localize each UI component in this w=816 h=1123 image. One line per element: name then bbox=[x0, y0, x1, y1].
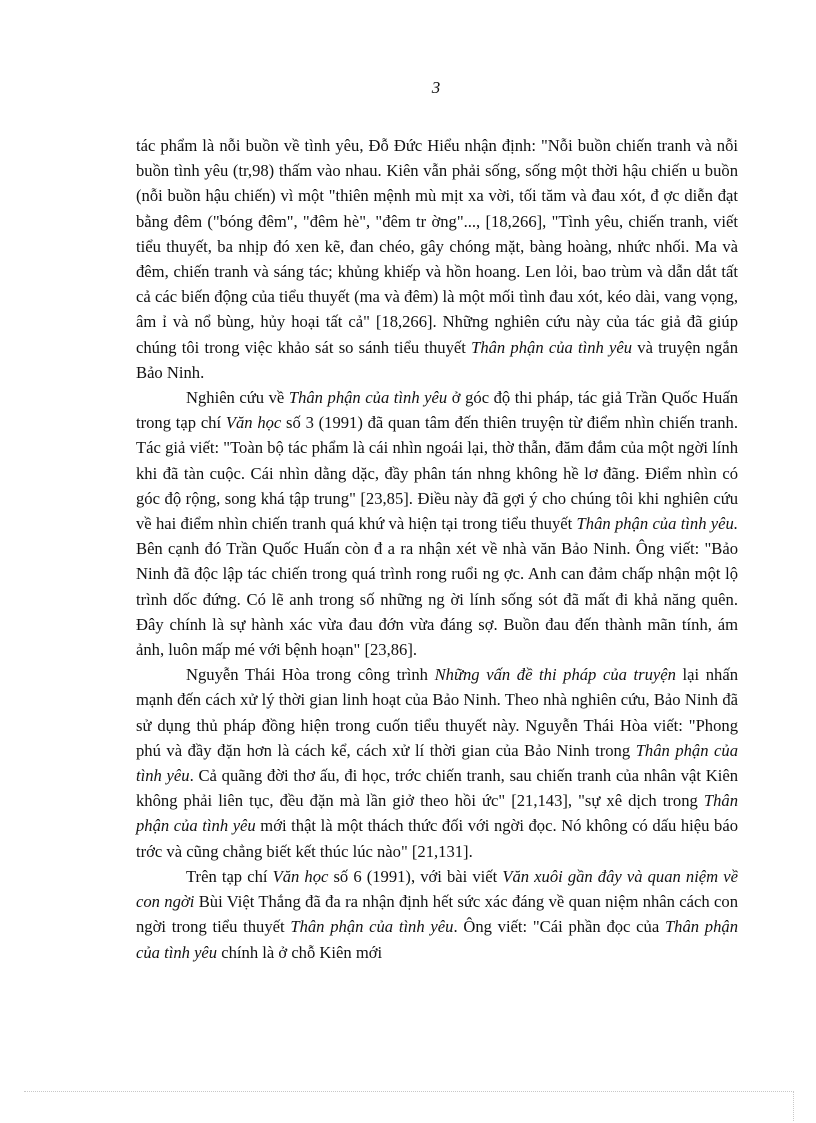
paragraph-text: . Cả quãng đời thơ ấu, đi học, trớc chiến tranh, sau chiến tranh của nhân vật Kiên không phải liên tục, đều đặn mà lần giở theo hồi ức" [21,143], "sự xê dịch trong bbox=[136, 766, 738, 811]
italic-title-text: Những vấn đề thi pháp của truyện bbox=[434, 665, 676, 685]
paragraph-2 bbox=[136, 385, 738, 662]
bottom-divider bbox=[24, 1091, 794, 1092]
italic-title-text: Thân phận của tình yêu bbox=[136, 917, 738, 962]
paragraph-text: Bùi Việt Thắng đã đa ra nhận định hết sức xác đáng về quan niệm nhân cách con ngời trong tiểu thuyết bbox=[136, 892, 739, 937]
italic-title-text: Văn học bbox=[225, 413, 282, 433]
paragraph-4 bbox=[136, 864, 738, 965]
italic-title-text: Thân phận của tình yêu bbox=[136, 791, 738, 836]
italic-title-text: Thân phận của tình yêu bbox=[290, 917, 454, 937]
italic-title-text: Thân phận của tình yêu. bbox=[576, 514, 738, 534]
paragraph-text: số 6 (1991), với bài viết bbox=[328, 866, 503, 886]
paragraph-text: số 3 (1991) đã quan tâm đến thiên truyện từ điểm nhìn chiến tranh. Tác giả viết: "Toàn bộ tác phẩm là cái nhìn ngoái lại, thờ thẫn, đăm đắm của một ngời lính khi đã tàn cuộc. Cái nhìn dằng dặc, đầy phân tán nhng không hề lơ đãng. Điểm nhìn có góc độ rộng, song khá tập trung" [23,85]. Điều này đã gợi ý cho chúng tôi khi nghiên cứu về hai điểm nhìn chiến tranh quá khứ và hiện tại trong tiểu thuyết bbox=[136, 413, 738, 534]
paragraph-text: ở góc độ thi pháp, tác giả Trần Quốc Huấn trong tạp chí bbox=[136, 388, 739, 433]
paragraph-text: lại nhấn mạnh đến cách xử lý thời gian linh hoạt của Bảo Ninh. Theo nhà nghiên cứu, Bảo Ninh đã sử dụng thủ pháp đồng hiện trong cuốn tiểu thuyết này. Nguyễn Thái Hòa viết: "Phong phú và đầy đặn hơn là cách kể, cách xử lí thời gian của Bảo Ninh trong bbox=[136, 665, 738, 760]
italic-title-text: Văn xuôi gần đây và quan niệm về con ngời bbox=[136, 866, 738, 912]
paragraph-text: chính là ở chỗ Kiên mới bbox=[217, 942, 383, 962]
paragraph-text: tác phẩm là nỗi buồn về tình yêu, Đỗ Đức Hiểu nhận định: "Nỗi buồn chiến tranh và nỗi buồn tình yêu (tr,98) thấm vào nhau. Kiên vẫn phải sống, sống một thời hậu chiến u buồn (nỗi buồn hậu chiến) vì một "thiên mệnh mù mịt xa vời, tối tăm và đau xót, đ ợc diễn đạt bằng đêm ("bóng đêm", "đêm hè", "đêm tr ờng"..., [18,266], "Tình yêu, chiến tranh, viết tiểu thuyết, ba nhịp đó xen kẽ, đan chéo, gây chóng mặt, bàng hoàng, nhức nhối. Ma và đêm, chiến tranh và sáng tác; khủng khiếp và hồn hoang. Len lỏi, bao trùm và dẫn dắt tất cả các biến động của tiểu thuyết (ma và đêm) là một mối tình đau xót, kéo dài, vang vọng, âm ỉ và nổ bùng, hủy hoại tất cả" [18,266]. Những nghiên cứu này của tác giả đã giúp chúng tôi trong việc khảo sát so sánh tiểu thuyết bbox=[136, 136, 738, 357]
corner-divider bbox=[793, 1091, 794, 1121]
italic-title-text: Thân phận của tình yêu bbox=[471, 337, 633, 357]
page-number: 3 bbox=[431, 78, 441, 97]
italic-title-text: Thân phận của tình yêu bbox=[136, 740, 739, 786]
paragraph-text: . Ông viết: "Cái phần đọc của bbox=[453, 917, 665, 937]
paragraph-text: Nguyễn Thái Hòa trong công trình bbox=[186, 665, 435, 685]
paragraph-text: Nghiên cứu về bbox=[186, 388, 289, 408]
paragraph-text: Trên tạp chí bbox=[186, 866, 273, 886]
body-text bbox=[136, 133, 738, 965]
paragraph-text: Bên cạnh đó Trần Quốc Huấn còn đ a ra nhận xét về nhà văn Bảo Ninh. Ông viết: "Bảo Ninh đã độc lập tác chiến trong quá trình rong ruổi ng ợc. Anh can đảm chấp nhận một lộ trình dốc đứng. Có lẽ anh trong số những ng ời lính sống sót đã mất đi khả năng quên. Đây chính là sự hành xác vừa đau đớn vừa đáng sợ. Buồn đau đến thành mãn tính, ám ảnh, luôn mấp mé với bệnh hoạn" [23,86]. bbox=[136, 539, 738, 660]
paragraph-text: mới thật là một thách thức đối với ngời đọc. Nó không có dấu hiệu báo trớc và cũng chẳng biết kết thúc lúc nào" [21,131]. bbox=[136, 816, 738, 861]
italic-title-text: Thân phận của tình yêu bbox=[288, 388, 448, 408]
paragraph-1 bbox=[136, 133, 738, 385]
italic-title-text: Văn học bbox=[272, 866, 329, 886]
paragraph-3 bbox=[136, 662, 738, 864]
paragraph-text: và truyện ngắn Bảo Ninh. bbox=[136, 337, 739, 382]
